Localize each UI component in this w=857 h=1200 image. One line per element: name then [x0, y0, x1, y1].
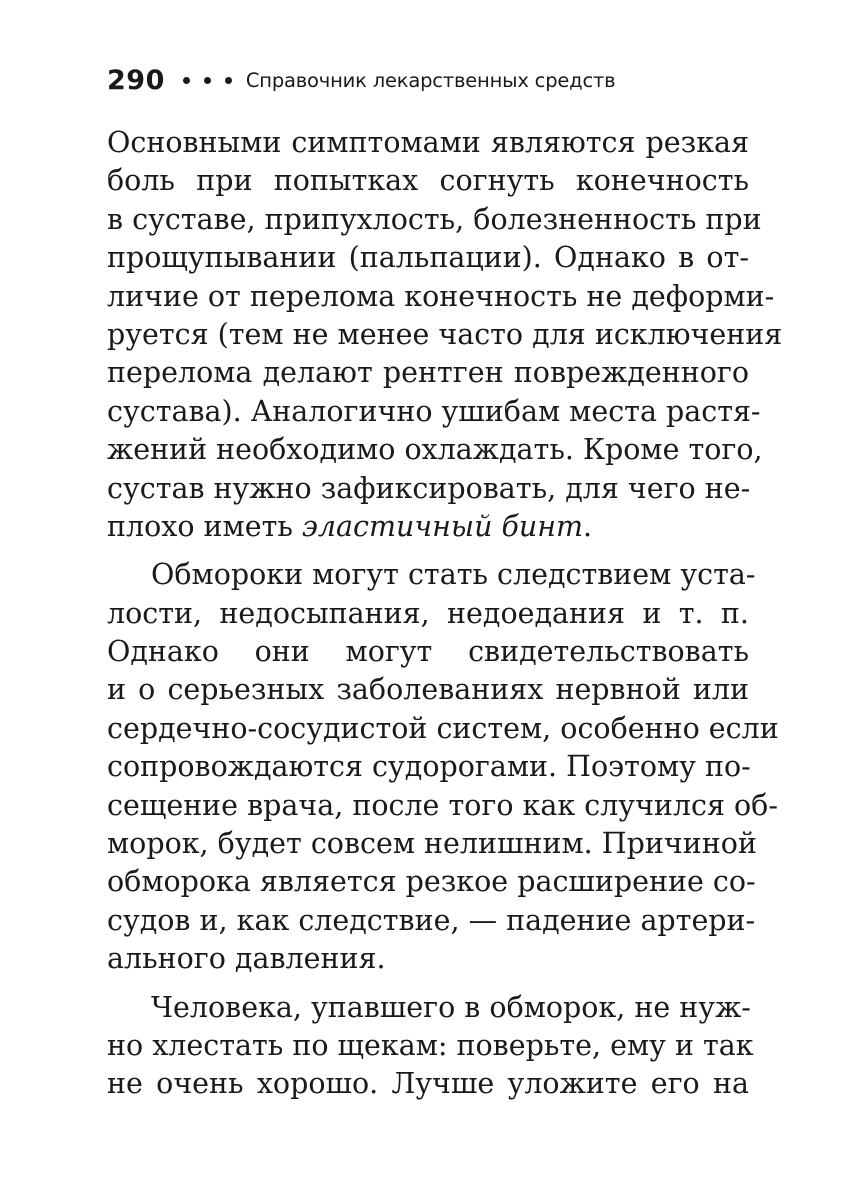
text-fragment: . [583, 509, 593, 543]
text-line: прощупывании (пальпации). Однако в от- [107, 241, 749, 275]
book-title: Справочник лекарственных средств [245, 68, 616, 92]
text-line: лости, недосыпания, недоедания и т. п. [107, 596, 749, 630]
text-line: Человека, упавшего в обморок, не нуж- [151, 990, 751, 1024]
text-line: морок, будет совсем нелишним. Причиной [107, 827, 757, 861]
text-line: сопровождаются судорогами. Поэтому по- [107, 750, 751, 784]
text-line: боль при попытках согнуть конечность [107, 164, 749, 198]
text-line: но хлестать по щекам: поверьте, ему и так [107, 1028, 754, 1062]
separator-dot [204, 77, 211, 84]
text-line: Основными симптомами являются резкая [107, 126, 749, 159]
emphasized-term: эластичный бинт [301, 509, 584, 543]
text-line: личие от перелома конечность не деформи- [107, 279, 775, 313]
paragraph-gap [107, 546, 749, 556]
text-line: сещение врача, после того как случился об- [107, 788, 778, 822]
text-line-last: ального давления. [107, 942, 386, 976]
separator-dot [225, 77, 232, 84]
text-line: обморока является резкое расширение со- [107, 865, 756, 899]
paragraph-2 [107, 556, 779, 978]
text-line: не очень хорошо. Лучше уложите его на [107, 1067, 749, 1101]
text-line: и о серьезных заболеваниях нервной или [107, 673, 749, 707]
text-line: сустав нужно зафиксировать, для чего не- [107, 471, 751, 505]
text-line: в суставе, припухлость, болезненность при [107, 202, 762, 236]
text-line-last [107, 508, 749, 546]
text-line: перелома делают рентген поврежденного [107, 356, 749, 390]
text-line: Однако они могут свидетельствовать [107, 635, 749, 669]
text-line: жений необходимо охлаждать. Кроме того, [107, 433, 763, 467]
running-header [107, 58, 615, 102]
paragraph-1 [107, 124, 783, 546]
text-line: Обмороки могут стать следствием уста- [151, 558, 756, 592]
text-fragment: плохо иметь [107, 509, 302, 543]
paragraph-gap [107, 979, 749, 989]
page-number: 290 [107, 64, 165, 96]
text-line: сустава). Аналогично ушибам места растя- [107, 394, 761, 428]
body-text [107, 124, 783, 1104]
text-line: судов и, как следствие, — падение артери- [107, 903, 756, 937]
header-separator-dots [183, 77, 232, 84]
paragraph-3 [107, 989, 754, 1104]
text-line: руется (тем не менее часто для исключения [107, 317, 783, 351]
separator-dot [183, 77, 190, 84]
text-line: сердечно-сосудистой систем, особенно если [107, 711, 779, 745]
